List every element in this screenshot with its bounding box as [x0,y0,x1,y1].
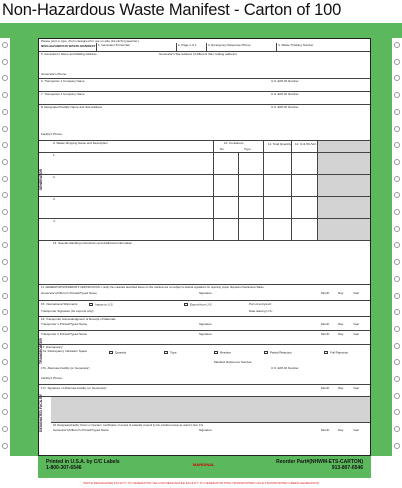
partial-rejection-checkbox[interactable] [264,351,292,355]
row-16[interactable] [39,317,370,331]
owner-day-label: Day [338,428,344,432]
tractor-hole [394,209,400,215]
t1-year-label: Year [353,322,360,326]
t2-name-label: Transporter 2 Printed/Typed Name [41,332,88,336]
waste-line-cell [318,197,370,218]
partial-cb-label: Partial Rejection [270,350,292,355]
tractor-hole [2,226,8,232]
tractor-hole [2,443,8,449]
waste-header-row [39,141,370,153]
waste-line-cell[interactable] [292,197,318,218]
row-8[interactable] [39,105,370,141]
quantity-cb-label: Quantity [115,350,127,355]
tractor-hole [2,393,8,399]
t2-day-label: Day [338,332,344,336]
gen-printed-name-label: Generator's/Offeror's Printed/Typed Name [41,291,97,295]
marginal-label: MARGINAL [193,462,215,467]
tractor-hole [2,359,8,365]
waste-line-cell[interactable] [214,153,239,174]
export-checkbox[interactable] [184,303,212,307]
tracking-number-cell[interactable] [277,43,370,51]
page-label: 2. Page 1 of 1 [178,43,197,47]
tractor-hole [394,176,400,182]
owner-cert-label: 18. Designated Facility Owner or Operator: Certification of receipt of materials covered by the manifest except as noted in Item 17a [53,424,204,427]
tractor-hole [394,42,400,48]
alt-facility-label: 17b. Alternate Facility (or Generator) [41,366,90,370]
waste-line-cell[interactable] [264,175,292,196]
tractor-hole [394,75,400,81]
containers-no-label: No. [220,147,225,151]
quantity-checkbox[interactable] [109,351,126,355]
export-label: Export from U.S. [190,302,213,307]
row-13[interactable] [39,241,370,285]
waste-line-cell [318,153,370,174]
full-cb-label: Full Rejection [330,350,349,355]
printer-credit-text: Printed in U.S.A. by C/C Labels [46,459,120,465]
tractor-hole [394,142,400,148]
transporter2-label: 7. Transporter 2 Company Name [41,92,85,96]
alt-year-label: Year [353,386,360,390]
tractor-hole [2,343,8,349]
gen-month-label: Month [321,291,330,295]
waste-line-cell[interactable] [214,219,239,240]
waste-line-cell[interactable] [214,175,239,196]
manifest-ref-label: Manifest Reference Number: [214,360,253,364]
t1-name-label: Transporter 1 Printed/Typed Name [41,322,88,326]
owner-name-label: Generator's/Offeror's Printed/Typed Name [53,428,109,432]
alt-month-label: Month [321,386,330,390]
discrepancy-indication-label: 17a. Discrepancy Indication Space [41,349,88,353]
date-leaving-label: Date leaving U.S.: [249,309,274,313]
tractor-hole [394,293,400,299]
t1-day-label: Day [338,322,344,326]
tractor-hole [394,259,400,265]
tractor-hole [2,192,8,198]
waste-line-cell[interactable] [239,153,264,174]
t1-month-label: Month [321,322,330,326]
page-title: Non-Hazardous Waste Manifest - Carton of 100 [2,1,342,19]
waste-desc-label: 9. Waste Shipping Name and Description [53,141,108,145]
waste-desc-header [39,141,214,152]
row-15 [39,301,370,317]
owner-month-label: Month [321,428,330,432]
grey-block [51,397,370,423]
waste-line-cell[interactable] [292,175,318,196]
tractor-hole [2,409,8,415]
row-17 [39,345,370,385]
tractor-hole [2,126,8,132]
reorder-info [276,460,363,471]
alt-day-label: Day [338,386,344,390]
type-checkbox[interactable] [164,351,177,355]
row-14[interactable] [39,285,370,301]
certification-text: 14. GENERATOR'S/OFFEROR'S CERTIFICATION: I certify the materials described above on this manifest are not subject to federal regulations for reporting proper disposal of Hazardous Waste. [41,286,265,289]
t2-month-label: Month [321,332,330,336]
waste-line-cell [318,175,370,196]
tractor-hole [394,359,400,365]
tractor-hole [394,59,400,65]
discrepancy-label: 17. Discrepancy [41,345,63,349]
tractor-hole [2,209,8,215]
header-note: Please print or type. (Form designed for use on elite (12-pitch) typewriter.) [41,39,140,43]
tractor-hole [2,59,8,65]
waste-line-cell[interactable] [39,197,214,218]
tractor-hole [2,309,8,315]
left-tractor-strip [0,38,10,456]
emergency-phone-cell[interactable] [207,43,277,51]
tractor-hole [394,126,400,132]
waste-line-cell[interactable] [292,219,318,240]
side-generator-label: GENERATOR [39,169,43,191]
tractor-hole [394,326,400,332]
row-1 [39,43,370,52]
tractor-hole [2,242,8,248]
containers-label: 10. Containers [224,141,244,145]
site-address-label: Generator's Site Address (if different than mailing address) [159,52,237,56]
tractor-hole [394,192,400,198]
tractor-hole [394,242,400,248]
tractor-hole [2,109,8,115]
emergency-phone-label: 3. Emergency Response Phone [208,43,251,47]
tractor-hole [2,259,8,265]
top-green-band [0,23,402,38]
waste-line-cell[interactable] [239,219,264,240]
tractor-hole [394,393,400,399]
row-7[interactable] [39,92,370,105]
full-rejection-checkbox[interactable] [324,351,348,355]
ack-label: 16. Transporter Acknowledgment of Receipt of Materials [41,317,116,321]
t1-signature-label: Signature [199,322,212,326]
containers-type-label: Type [244,147,251,151]
quantity-label: 11. Total Quantity [268,142,292,146]
reorder-text: Reorder Part#(NHWM-ETS-CARTON) [276,459,363,465]
tractor-hole [394,276,400,282]
tractor-hole [394,226,400,232]
tractor-hole [2,326,8,332]
waste-line-row[interactable] [39,219,370,241]
row-16b[interactable] [39,331,370,345]
facility-phone-label: Facility's Phone: [41,132,63,136]
waste-line-cell[interactable] [214,197,239,218]
waste-line-cell[interactable] [239,175,264,196]
special-handling-label: 13. Special Handling Instructions and Additional Information [53,241,133,245]
gen-signature-label: Signature [199,291,212,295]
printer-phone: 1-800-307-6546 [46,464,82,471]
generator-id-label: 1. Generator ID Number [98,43,131,47]
tractor-hole [2,426,8,432]
quantity-header [264,141,292,152]
row-17c[interactable] [39,385,370,397]
printer-credit [46,460,120,471]
alt-signature-label: 17c. Signature of Alternate Facility (or Generator) [41,386,107,390]
row-5 [39,52,370,79]
side-transporter-label: TRANSPORTER [39,338,43,364]
transporter1-label: 6. Transporter 1 Company Name [41,79,85,83]
facility-label: 8. Designated Facility Name and Site Address [41,105,103,109]
tractor-hole [2,176,8,182]
international-label: 15. International Shipments [41,302,78,306]
t2-signature-label: Signature [199,332,212,336]
tractor-hole [394,443,400,449]
unit-header [292,141,318,152]
generator-phone-label: Generator's Phone: [41,72,67,76]
waste-line-number: 3. [53,197,56,201]
owner-signature-label: Signature [199,428,212,432]
tractor-hole [2,75,8,81]
manifest-label-cell [39,43,97,51]
tractor-hole [2,276,8,282]
unit-label: 12. Unit Wt./Vol. [295,142,317,146]
waste-line-cell[interactable] [39,175,214,196]
import-label: Import to U.S. [95,302,114,307]
tracking-number-label: 4. Waste Tracking Number [278,43,314,47]
waste-line-cell [318,219,370,240]
tractor-hole [394,426,400,432]
generator-id-cell[interactable] [97,43,177,51]
waste-line-row[interactable] [39,197,370,219]
row-18[interactable] [39,423,370,455]
waste-line-number: 1. [53,153,56,157]
gen-year-label: Year [353,291,360,295]
bottom-band [38,456,371,478]
right-tractor-strip [392,38,402,456]
alt-facility-epa-label: U.S. EPA ID Number [271,366,299,370]
waste-line-cell[interactable] [264,153,292,174]
tractor-hole [394,109,400,115]
tractor-hole [394,409,400,415]
residue-cb-label: Residue [220,350,232,355]
transporter1-epa-label: U.S. EPA ID Number [271,79,299,83]
tractor-hole [2,42,8,48]
tractor-hole [394,92,400,98]
tractor-hole [2,376,8,382]
copy-distribution-footer: WHITE-DESIGNATED FACILITY TO GENERATOR YELLOW-DESIGNATED FACILITY TO GENERATOR PINK-TRANSPORTER GOLD-TRANSPORTER GREEN-GENERATOR [83,481,319,485]
tractor-hole [394,309,400,315]
waste-line-cell[interactable] [39,153,214,174]
tractor-hole [2,92,8,98]
waste-line-cell[interactable] [264,197,292,218]
waste-line-number: 4. [53,219,56,223]
waste-line-cell[interactable] [39,219,214,240]
port-label: Port of entry/exit: [249,302,272,306]
waste-line-cell[interactable] [239,197,264,218]
t2-year-label: Year [353,332,360,336]
side-facility-label: DESIGNATED FACILITY [39,394,43,432]
tractor-hole [2,142,8,148]
tractor-hole [2,293,8,299]
waste-line-row[interactable] [39,153,370,175]
containers-header [214,141,264,152]
row-6[interactable] [39,79,370,92]
alt-facility-phone-label: Facility's Phone: [41,376,63,380]
import-checkbox[interactable] [89,303,114,307]
type-cb-label: Type [170,350,177,355]
page-cell [177,43,207,51]
waste-line-cell[interactable] [292,153,318,174]
manifest-form [38,38,371,456]
waste-line-row[interactable] [39,175,370,197]
tractor-hole [2,159,8,165]
transporter2-epa-label: U.S. EPA ID Number [271,92,299,96]
residue-checkbox[interactable] [214,351,231,355]
facility-epa-label: U.S. EPA ID Number [271,105,299,109]
gen-day-label: Day [338,291,344,295]
tractor-hole [394,159,400,165]
manifest-label: NON-HAZARDOUS WASTE MANIFEST [41,44,96,48]
tractor-hole [394,376,400,382]
tractor-hole [394,343,400,349]
reorder-phone: 913-807-6546 [331,464,363,471]
grey-header [318,141,370,152]
trans-signature-export-label: Transporter Signature (for exports only): [41,309,95,313]
waste-line-cell[interactable] [264,219,292,240]
waste-line-number: 2. [53,175,56,179]
owner-year-label: Year [353,428,360,432]
generator-name-label: 5. Generator's Name and Mailing Address [41,52,97,56]
